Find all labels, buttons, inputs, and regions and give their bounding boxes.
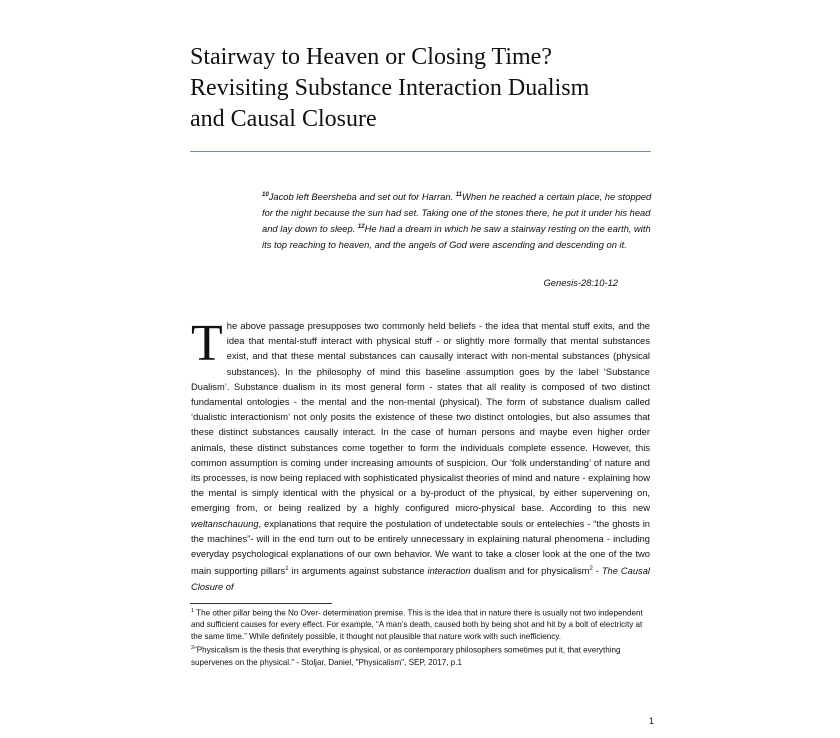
epigraph: [262, 188, 658, 252]
title-line-2: Revisiting Substance Interaction Dualism: [190, 75, 590, 101]
footnote-2: [191, 643, 650, 668]
epigraph-text: When he reached a certain place, he stopped for the night because the sun had set. Taking one of the stones there, he put it under his head and lay down to sleep.: [262, 191, 652, 235]
verse-number: 10: [262, 192, 269, 198]
body-italic-term: interaction: [427, 566, 471, 577]
verse-number: 11: [455, 192, 463, 198]
title-divider: [190, 151, 651, 152]
drop-cap: T: [191, 315, 223, 372]
body-text-mid2: in arguments against substance: [288, 566, 425, 577]
title-line-3: and Causal Closure: [190, 106, 377, 132]
body-paragraph: [191, 315, 650, 595]
footnote-ref[interactable]: 1: [285, 566, 289, 573]
footnote-text: The other pillar being the No Over- determination premise. This is the idea that in nature there is usually not two independent and sufficient causes for every effect. For example, “A man’s death, caused both by being shot and hit by a bolt of electricity at the same time.” While definitely possible, it thought not plausible that nature work with such inefficiency.: [191, 608, 643, 641]
epigraph-text: Jacob left Beersheba and set out for Harran.: [268, 191, 454, 203]
footnote-number: 1: [191, 608, 195, 614]
epigraph-text: He had a dream in which he saw a stairway resting on the earth, with its top reaching to heaven, and the angels of God were ascending and descending on it.: [262, 223, 651, 250]
footnote-number: 2: [191, 645, 195, 652]
body-text-mid: , explanations that require the postulation of undetectable souls or entelechies - “the ghosts in the machines”- will in the end turn out to be entirely unnecessary in explaining natural phenomena - including everyday psychological explanations of our own behavior. We want to take a closer look at the one of the two main supporting pillars: [191, 518, 650, 577]
footnotes: [191, 606, 650, 669]
footnote-ref[interactable]: 2: [589, 566, 593, 573]
body-text-lead: he above passage presupposes two commonly held beliefs - the idea that mental stuff exits, and the idea that mental-stuff interact with physical stuff - or slightly more formally that mental substances exist, and that these mental substances can causally interact with non-mental substances (physical substances). In the philosophy of mind this baseline assumption goes by the label ‘Substance Dualism’. Substance dualism in its most general form - states that all reality is composed of two distinct fundamental ontologies - the mental and the non-mental (physical). The form of substance dualism called ‘dualistic interactionism’ not only posits the existence of these two distinct ontologies, but also assumes that these distinct substances causally interact. In the case of human persons and maybe even higher order animals, these distinct substances come together to form the individuals complete essence. However, this common assumption is coming under increasing amounts of suspicion. Our ‘folk understanding’ of nature and its processes, is now being replaced with sophisticated physicalist theories of mind and nature - explaining how the mental is simply identical with the physical or a by-product of the physical, by either supervening on, emerging from, or being realized by a highly configured micro-physical base. According to this new: [191, 321, 650, 514]
footnote-1: [191, 606, 650, 642]
body-text-mid4: -: [592, 566, 599, 577]
verse-number: 12: [357, 224, 365, 231]
epigraph-citation: Genesis-28:10-12: [543, 277, 618, 288]
body-italic-term: weltanschauung: [191, 518, 259, 529]
body-italic-term: The Causal Closure of: [191, 566, 650, 592]
body-text-mid3: dualism and for physicalism: [470, 566, 590, 577]
footnote-divider: [190, 603, 332, 604]
title-line-1: Stairway to Heaven or Closing Time?: [190, 44, 552, 70]
footnote-text: “Physicalism is the thesis that everything is physical, or as contemporary philosophers sometimes put it, that everything supervenes on the physical.” - Stoljar, Daniel, "Physicalism", SEP, 2017, p.1: [191, 646, 621, 667]
page-title: [190, 42, 660, 135]
page-number: 1: [648, 716, 654, 726]
